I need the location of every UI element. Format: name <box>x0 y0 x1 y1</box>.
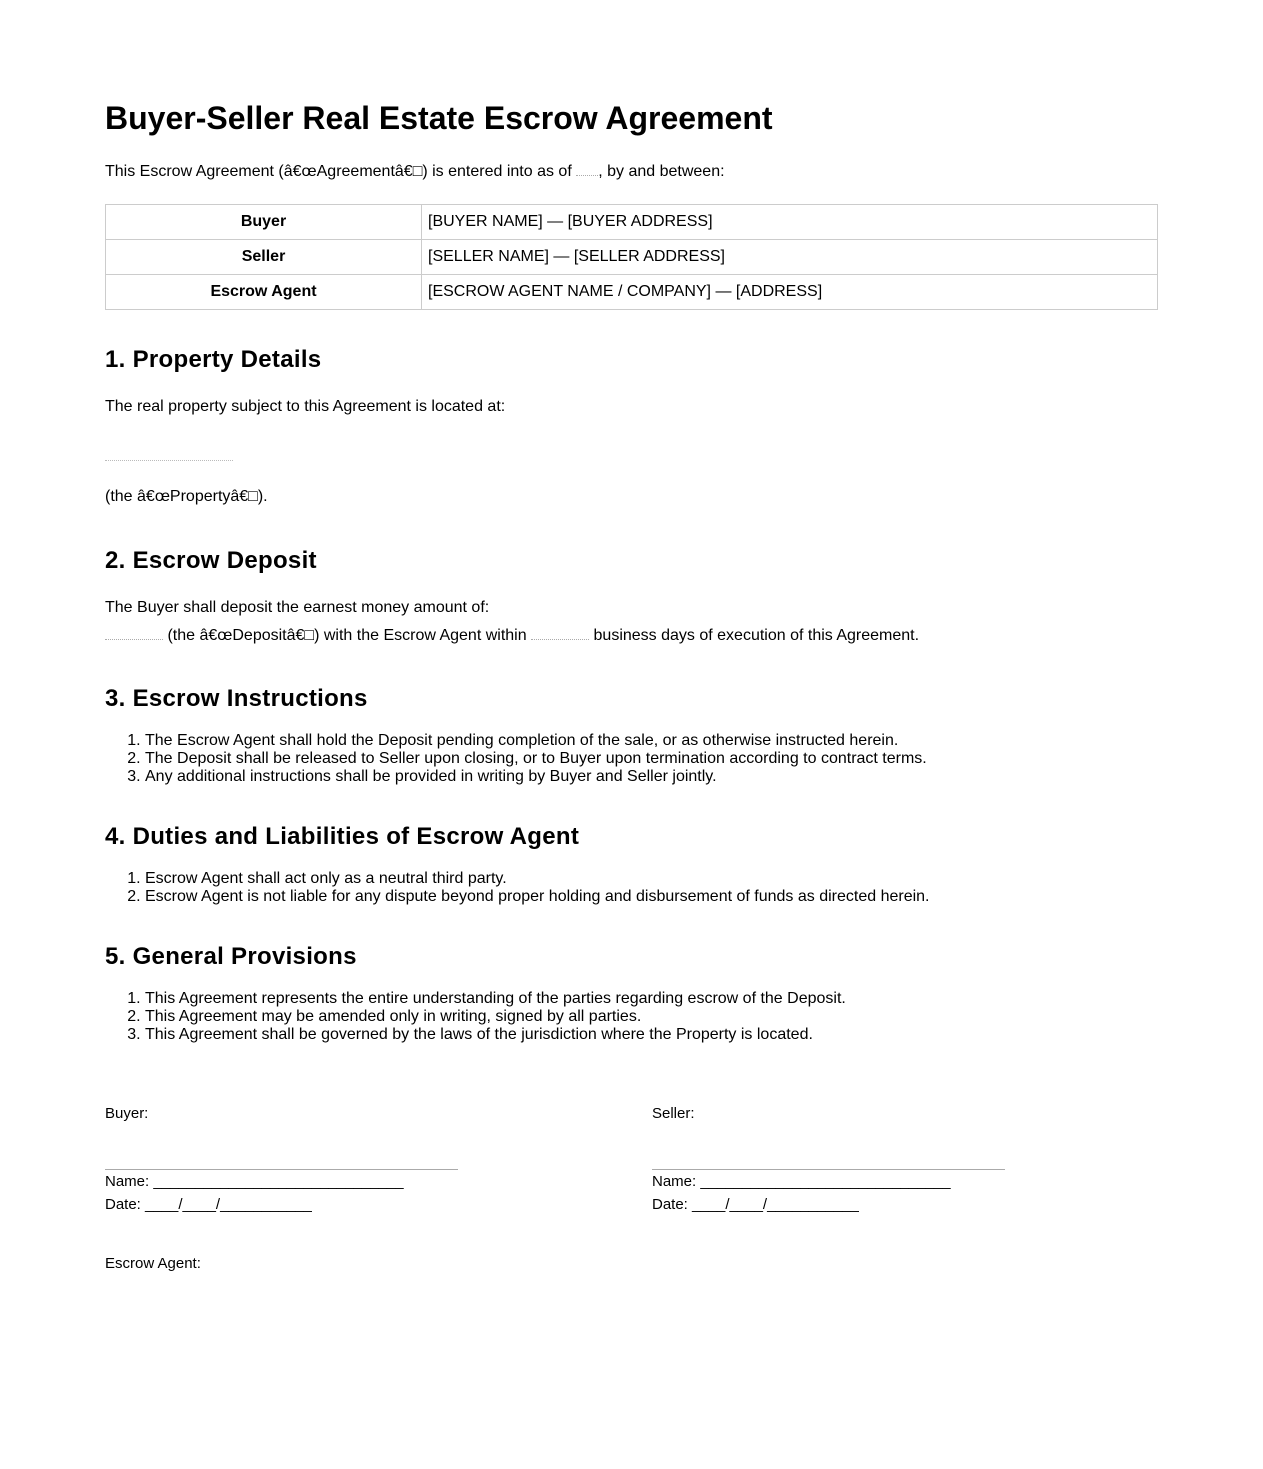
list-item: 2. This Agreement may be amended only in writing, signed by all parties. <box>145 1008 846 1026</box>
list-item: 2. The Deposit shall be released to Seller upon closing, or to Buyer upon termination according to contract terms. <box>145 750 927 768</box>
buyer-signature-label: Buyer: <box>105 1105 149 1122</box>
party-details: [SELLER NAME] — [SELLER ADDRESS] <box>422 240 1158 275</box>
parties-table <box>105 204 1158 310</box>
provisions-list <box>105 990 846 1044</box>
table-row <box>106 275 1158 310</box>
duties-list <box>105 870 929 906</box>
section-heading: 2. Escrow Deposit <box>105 547 317 574</box>
property-text: The real property subject to this Agreement is located at: <box>105 398 506 415</box>
section-heading: 1. Property Details <box>105 346 322 373</box>
page-title: Buyer-Seller Real Estate Escrow Agreement <box>105 100 773 136</box>
deposit-text: The Buyer shall deposit the earnest money amount of: <box>105 599 490 616</box>
deposit-end-text: business days of execution of this Agreement. <box>593 627 920 644</box>
list-item: 1. Escrow Agent shall act only as a neutral third party. <box>145 870 929 888</box>
buyer-name-line[interactable]: Name: ______________________________ <box>105 1173 404 1190</box>
list-item: 3. This Agreement shall be governed by the laws of the jurisdiction where the Property is located. <box>145 1026 846 1044</box>
party-details: [ESCROW AGENT NAME / COMPANY] — [ADDRESS] <box>422 275 1158 310</box>
list-item: 1. This Agreement represents the entire understanding of the parties regarding escrow of the Deposit. <box>145 990 846 1008</box>
buyer-date-line[interactable]: Date: ____/____/___________ <box>105 1196 312 1213</box>
party-role: Seller <box>106 240 422 275</box>
property-address-field[interactable] <box>105 460 233 461</box>
party-role: Buyer <box>106 205 422 240</box>
seller-name-line[interactable]: Name: ______________________________ <box>652 1173 951 1190</box>
section-heading: 3. Escrow Instructions <box>105 685 368 712</box>
seller-signature-line[interactable] <box>652 1169 1005 1170</box>
agreement-date-field[interactable] <box>576 161 598 176</box>
deposit-mid-text: (the â€œDepositâ€□) with the Escrow Agent within <box>167 627 527 644</box>
intro-text: This Escrow Agreement (â€œAgreementâ€□) is entered into as of <box>105 163 572 180</box>
business-days-field[interactable] <box>531 625 589 640</box>
deposit-amount-field[interactable] <box>105 625 163 640</box>
instructions-list <box>105 732 927 786</box>
deposit-line <box>105 625 919 646</box>
list-item: 2. Escrow Agent is not liable for any dispute beyond proper holding and disbursement of funds as directed herein. <box>145 888 929 906</box>
table-row <box>106 205 1158 240</box>
escrow-agent-signature-label: Escrow Agent: <box>105 1255 201 1272</box>
list-item: 1. The Escrow Agent shall hold the Deposit pending completion of the sale, or as otherwise instructed herein. <box>145 732 927 750</box>
table-row <box>106 240 1158 275</box>
party-role: Escrow Agent <box>106 275 422 310</box>
intro-paragraph <box>105 161 725 182</box>
intro-text-end: , by and between: <box>598 163 725 180</box>
section-heading: 5. General Provisions <box>105 943 357 970</box>
buyer-signature-line[interactable] <box>105 1169 458 1170</box>
list-item: 3. Any additional instructions shall be provided in writing by Buyer and Seller jointly. <box>145 768 927 786</box>
party-details: [BUYER NAME] — [BUYER ADDRESS] <box>422 205 1158 240</box>
section-heading: 4. Duties and Liabilities of Escrow Agent <box>105 823 580 850</box>
property-suffix: (the â€œPropertyâ€□). <box>105 488 268 505</box>
seller-date-line[interactable]: Date: ____/____/___________ <box>652 1196 859 1213</box>
seller-signature-label: Seller: <box>652 1105 695 1122</box>
